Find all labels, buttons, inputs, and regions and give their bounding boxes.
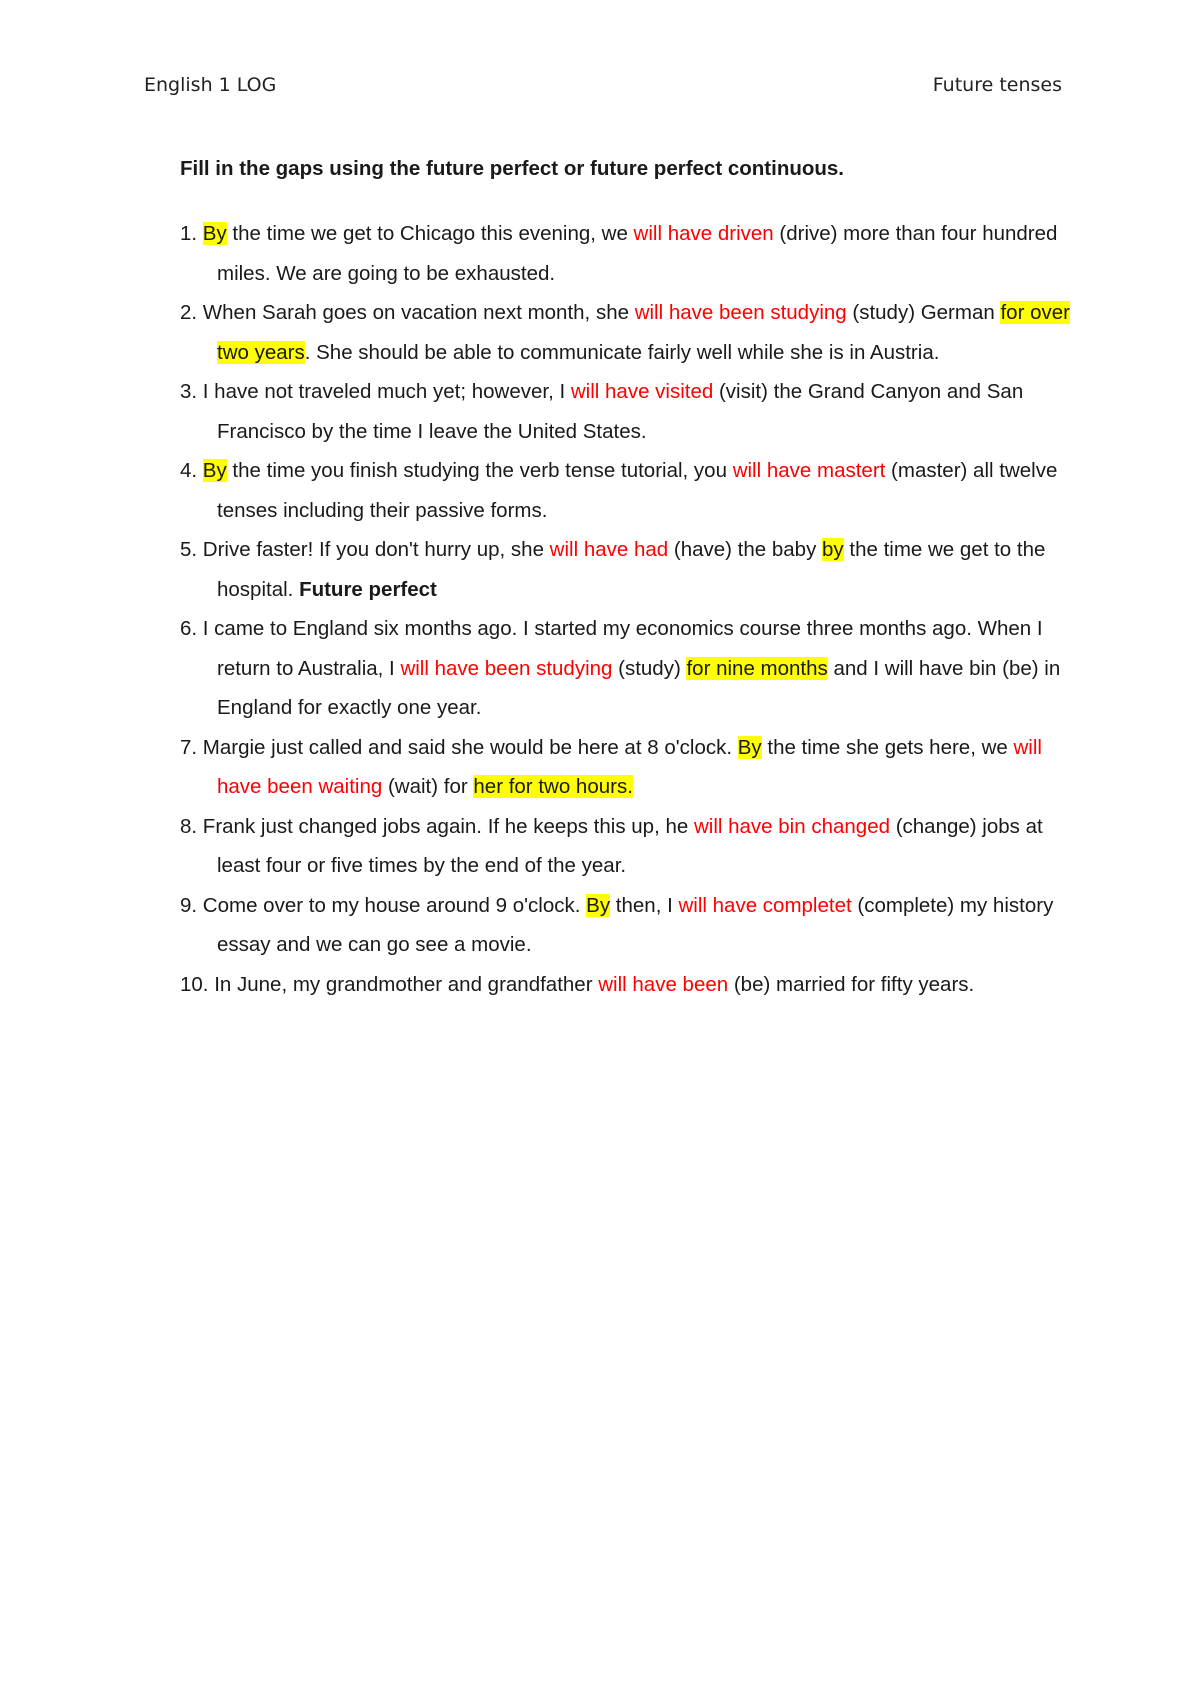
highlighted-phrase: By xyxy=(202,459,227,482)
exercise-item xyxy=(180,728,1080,807)
exercise-item xyxy=(180,965,1080,1005)
exercise-text: 4. xyxy=(180,459,203,482)
highlighted-phrase: by xyxy=(822,538,844,561)
exercise-text: (study) German xyxy=(846,301,1001,324)
exercise-text: 10. In June, my grandmother and grandfather xyxy=(180,972,599,996)
answer-text: will have visited xyxy=(570,380,714,403)
exercise-text: 2. When Sarah goes on vacation next month, she xyxy=(180,301,635,324)
document-body xyxy=(180,156,1080,1004)
exercise-item xyxy=(180,293,1080,372)
highlighted-phrase: By xyxy=(586,893,611,917)
highlighted-phrase: By xyxy=(202,222,227,245)
exercise-item xyxy=(180,530,1080,609)
exercise-text: and I will have bin (be) in England for exactly one year. xyxy=(217,656,1061,719)
exercise-list xyxy=(180,214,1080,1004)
exercise-item xyxy=(180,609,1080,728)
exercise-text: 9. Come over to my house around 9 o'clock. xyxy=(180,893,587,917)
exercise-item xyxy=(180,451,1080,530)
answer-text: will have completet xyxy=(678,893,852,917)
exercise-text: the time we get to the hospital. xyxy=(217,538,1046,601)
answer-text: will have mastert xyxy=(732,459,886,482)
answer-text: will have been studying xyxy=(634,301,847,324)
exercise-text: . She should be able to communicate fairly well while she is in Austria. xyxy=(304,340,940,364)
answer-text: will have been xyxy=(598,972,729,996)
exercise-item xyxy=(180,807,1080,886)
exercise-text: (study) xyxy=(612,656,687,680)
page-header xyxy=(144,74,1062,96)
instructions-heading: Fill in the gaps using the future perfect or future perfect continuous. xyxy=(180,157,845,180)
exercise-text: (wait) for xyxy=(382,775,474,798)
exercise-text: 7. Margie just called and said she would be here at 8 o'clock. xyxy=(180,735,738,759)
exercise-text: (be) married for fifty years. xyxy=(728,972,975,996)
highlighted-phrase: her for two hours. xyxy=(473,775,633,798)
highlighted-phrase: By xyxy=(737,735,762,759)
exercise-item xyxy=(180,886,1080,965)
exercise-text: (change) jobs at least four or five times by the end of the year. xyxy=(217,814,1043,877)
exercise-item xyxy=(180,214,1080,293)
exercise-text: the time we get to Chicago this evening, we xyxy=(226,222,634,245)
exercise-text: 6. I came to England six months ago. I started my economics course three months ago. When I return to Australia, I xyxy=(180,617,1043,680)
answer-text: will have had xyxy=(549,538,669,561)
bold-note: Future perfect xyxy=(299,577,437,601)
exercise-text: (visit) the Grand Canyon and San Francisco by the time I leave the United States. xyxy=(217,380,1024,443)
exercise-text: (have) the baby xyxy=(668,538,823,561)
exercise-text: (master) all twelve tenses including their passive forms. xyxy=(217,459,1058,522)
highlighted-phrase: for over two years xyxy=(217,301,1070,364)
answer-text: will have driven xyxy=(633,222,774,245)
header-course-label: English 1 LOG xyxy=(144,74,277,96)
exercise-text: 3. I have not traveled much yet; however, I xyxy=(180,380,571,403)
header-topic-label: Future tenses xyxy=(932,74,1062,96)
exercise-text: then, I xyxy=(610,893,679,917)
answer-text: will have been waiting xyxy=(217,735,1042,798)
exercise-text: 5. Drive faster! If you don't hurry up, she xyxy=(180,538,550,561)
exercise-text: 8. Frank just changed jobs again. If he keeps this up, he xyxy=(180,814,694,838)
exercise-text: (complete) my history essay and we can go see a movie. xyxy=(217,893,1054,956)
exercise-item xyxy=(180,372,1080,451)
exercise-text: the time you finish studying the verb tense tutorial, you xyxy=(226,459,733,482)
answer-text: will have been studying xyxy=(400,656,613,680)
exercise-text: (drive) more than four hundred miles. We are going to be exhausted. xyxy=(217,222,1058,285)
exercise-text: 1. xyxy=(180,222,203,245)
exercise-text: the time she gets here, we xyxy=(761,735,1014,759)
answer-text: will have bin changed xyxy=(693,814,890,838)
highlighted-phrase: for nine months xyxy=(686,656,828,680)
